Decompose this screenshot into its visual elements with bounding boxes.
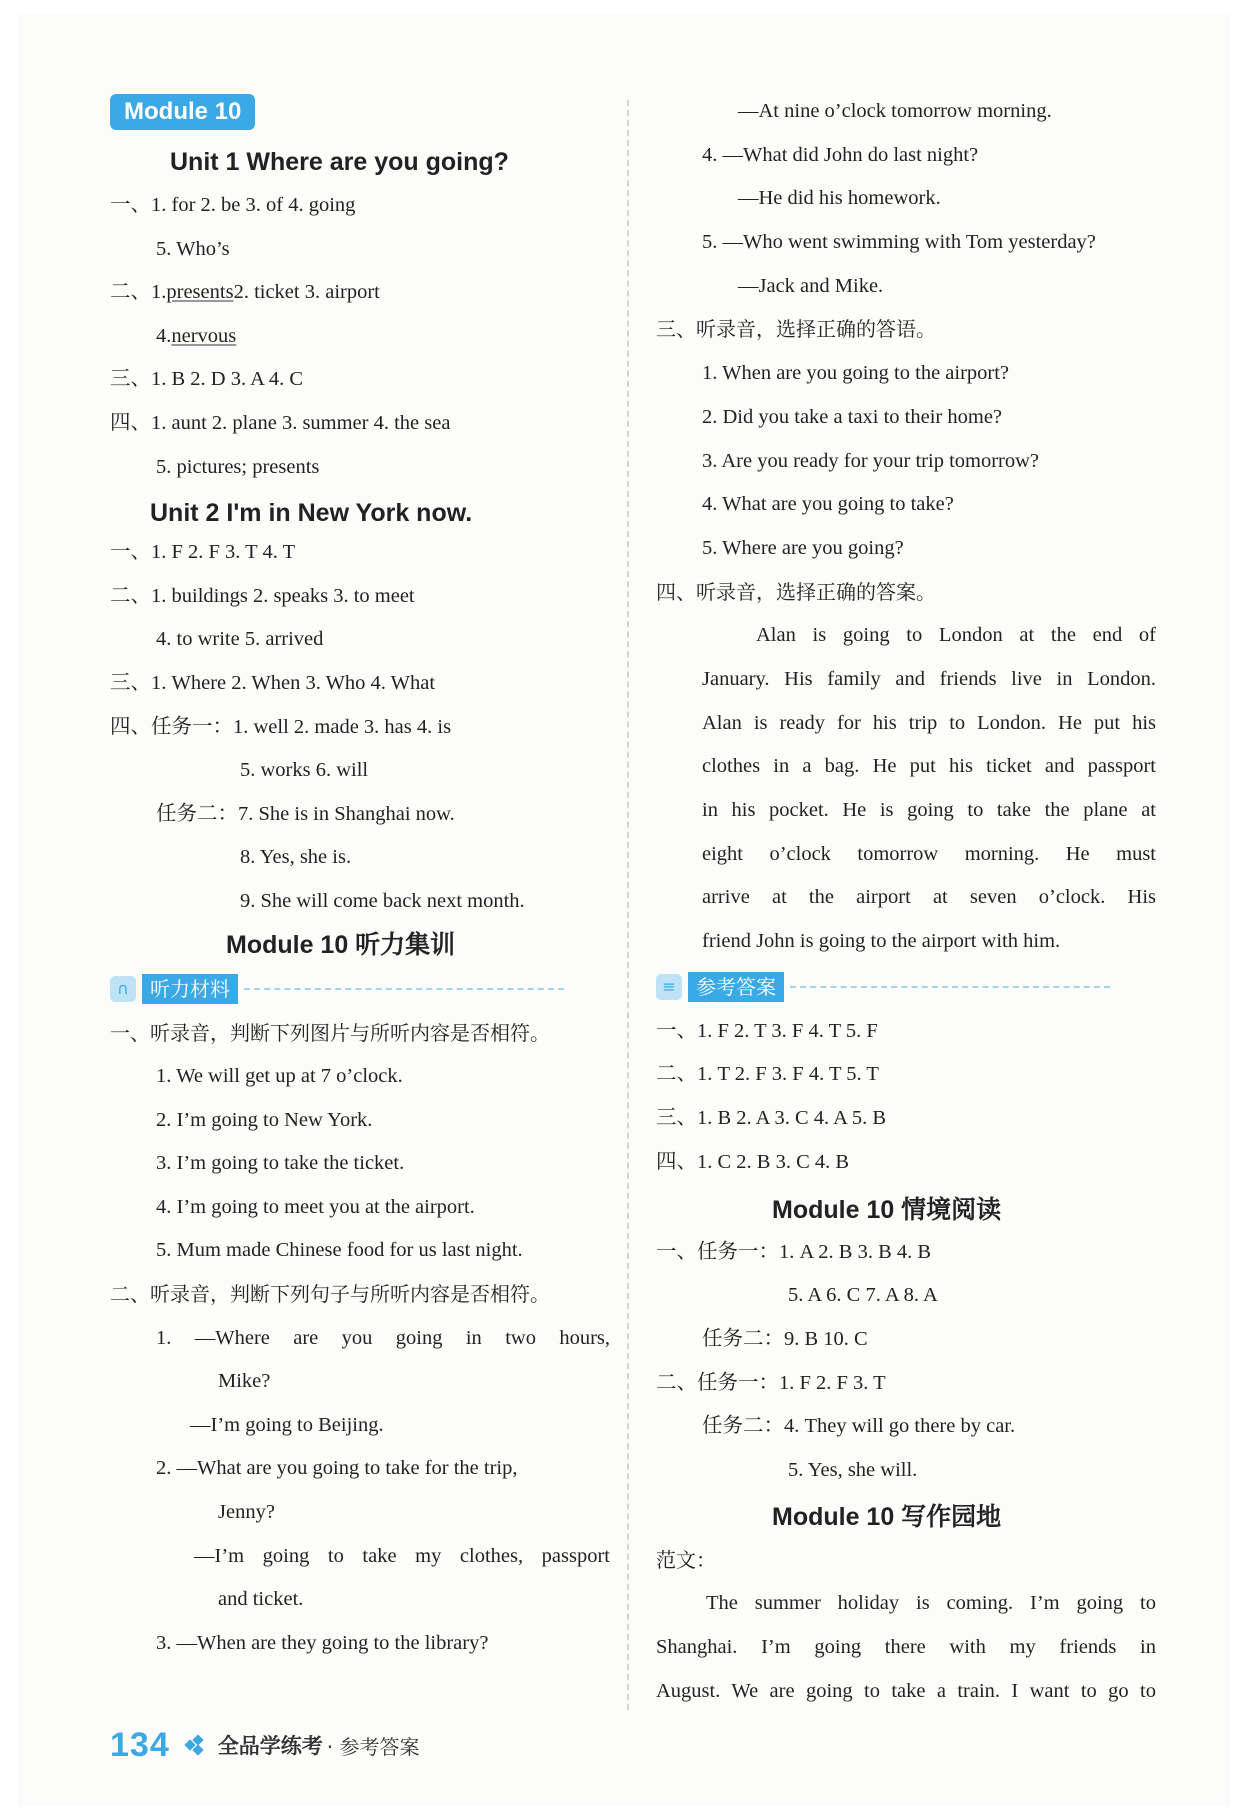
reading-line: 任务二：4. They will go there by car.: [702, 1415, 1016, 1438]
writing-heading: Module 10 写作园地: [772, 1502, 1002, 1531]
part2-item: —I’m going to Beijing.: [190, 1413, 384, 1436]
answer-line: 三、1. B 2. A 3. C 4. A 5. B: [656, 1107, 887, 1130]
part1-item: 1. We will get up at 7 o’clock.: [156, 1065, 403, 1088]
right-column: [656, 90, 1156, 1713]
u1-line: 二、1.presents2. ticket 3. airport: [110, 281, 380, 304]
dialog-line: 5. —Who went swimming with Tom yesterday?: [702, 231, 1096, 254]
passage-line: Alan is going to London at the end of: [756, 624, 1156, 647]
part3-item: 4. What are you going to take?: [702, 493, 954, 516]
answer-line: 四、1. C 2. B 3. C 4. B: [656, 1150, 850, 1173]
passage-line: clothes in a bag. He put his ticket and passport: [702, 755, 1156, 778]
dialog-line: 4. —What did John do last night?: [702, 143, 979, 166]
list-icon: ≡: [656, 974, 682, 1000]
part4-title: 四、听录音，选择正确的答案。: [656, 579, 936, 604]
u1-line: 一、1. for 2. be 3. of 4. going: [110, 194, 356, 216]
diamond-icon: [186, 1736, 204, 1754]
sample-line: Shanghai. I’m going there with my friends in: [656, 1636, 1156, 1658]
reading-line: 5. Yes, she will.: [788, 1458, 918, 1481]
unit1-title: Unit 1 Where are you going?: [170, 148, 509, 176]
module-badge: Module 10: [110, 94, 255, 130]
dialog-line: —Jack and Mike.: [738, 274, 884, 297]
answer-line: 一、1. F 2. T 3. F 4. T 5. F: [656, 1019, 878, 1042]
left-column: [110, 94, 610, 1665]
dialog-line: —At nine o’clock tomorrow morning.: [738, 100, 1052, 122]
part2-item: 1. —Where are you going in two hours,: [156, 1326, 610, 1349]
dialog-line: —He did his homework.: [738, 187, 941, 210]
part2-item: and ticket.: [218, 1588, 304, 1611]
u1-line: 5. pictures; presents: [156, 455, 320, 478]
part1-item: 3. I’m going to take the ticket.: [156, 1152, 405, 1175]
u2-line: 4. to write 5. arrived: [156, 628, 324, 651]
unit2-title: Unit 2 I'm in New York now.: [150, 499, 473, 528]
answers-tag: ≡ 参考答案: [656, 964, 1156, 1010]
part1-item: 4. I’m going to meet you at the airport.: [156, 1195, 475, 1218]
sample-line: August. We are going to take a train. I want to go to: [656, 1679, 1156, 1702]
part2-item: —I’m going to take my clothes, passport: [194, 1544, 610, 1567]
sample-line: The summer holiday is coming. I’m going to: [706, 1592, 1156, 1615]
passage-line: January. His family and friends live in London.: [702, 667, 1156, 690]
u2-line: 二、1. buildings 2. speaks 3. to meet: [110, 584, 415, 607]
u1-line: 4.nervous: [156, 324, 237, 347]
passage-line: friend John is going to the airport with him.: [702, 930, 1061, 953]
u1-line: 三、1. B 2. D 3. A 4. C: [110, 368, 304, 391]
u2-line: 三、1. Where 2. When 3. Who 4. What: [110, 671, 436, 694]
part2-item: Jenny?: [218, 1501, 275, 1524]
headphones-icon: ∩: [110, 976, 136, 1002]
passage-line: in his pocket. He is going to take the plane at: [702, 799, 1156, 821]
u2-line: 一、1. F 2. F 3. T 4. T: [110, 541, 296, 564]
u2-line: 9. She will come back next month.: [240, 889, 525, 912]
u1-line: 5. Who’s: [156, 237, 230, 260]
part2-title: 二、听录音，判断下列句子与所听内容是否相符。: [110, 1282, 550, 1307]
page-footer: [110, 1722, 419, 1768]
reading-line: 二、任务一：1. F 2. F 3. T: [656, 1371, 886, 1394]
sample-label: 范文：: [656, 1547, 716, 1572]
column-divider: [627, 100, 629, 1710]
part2-item: Mike?: [218, 1370, 271, 1393]
passage-line: eight o’clock tomorrow morning. He must: [702, 842, 1156, 865]
footer-section: · 参考答案: [326, 1734, 420, 1759]
answer-line: 二、1. T 2. F 3. F 4. T 5. T: [656, 1063, 879, 1086]
part1-item: 2. I’m going to New York.: [156, 1108, 373, 1131]
listening-heading: Module 10 听力集训: [226, 930, 456, 959]
reading-line: 一、任务一：1. A 2. B 3. B 4. B: [656, 1240, 932, 1263]
brand-name: 全品学练考: [217, 1734, 323, 1758]
passage-line: arrive at the airport at seven o’clock. His: [702, 886, 1156, 909]
part2-item: 3. —When are they going to the library?: [156, 1631, 489, 1654]
part3-title: 三、听录音，选择正确的答语。: [656, 317, 936, 342]
u1-line: 四、1. aunt 2. plane 3. summer 4. the sea: [110, 411, 451, 434]
u2-line: 四、任务一：1. well 2. made 3. has 4. is: [110, 715, 452, 738]
part3-item: 5. Where are you going?: [702, 536, 904, 559]
page-number: 134: [110, 1725, 170, 1764]
reading-line: 5. A 6. C 7. A 8. A: [788, 1284, 938, 1307]
part1-title: 一、听录音，判断下列图片与所听内容是否相符。: [110, 1020, 550, 1045]
reading-heading: Module 10 情境阅读: [772, 1195, 1002, 1224]
reading-line: 任务二：9. B 10. C: [702, 1327, 868, 1350]
part3-item: 1. When are you going to the airport?: [702, 362, 1010, 385]
u2-line: 任务二：7. She is in Shanghai now.: [156, 802, 455, 825]
listening-tag: ∩ 听力材料: [110, 966, 610, 1012]
u2-line: 8. Yes, she is.: [240, 846, 352, 869]
passage-line: Alan is ready for his trip to London. He put his: [702, 711, 1156, 734]
part3-item: 3. Are you ready for your trip tomorrow?: [702, 449, 1040, 472]
part2-item: 2. —What are you going to take for the trip,: [156, 1457, 518, 1480]
part1-item: 5. Mum made Chinese food for us last night.: [156, 1239, 523, 1262]
part3-item: 2. Did you take a taxi to their home?: [702, 405, 1003, 428]
u2-line: 5. works 6. will: [240, 759, 369, 782]
